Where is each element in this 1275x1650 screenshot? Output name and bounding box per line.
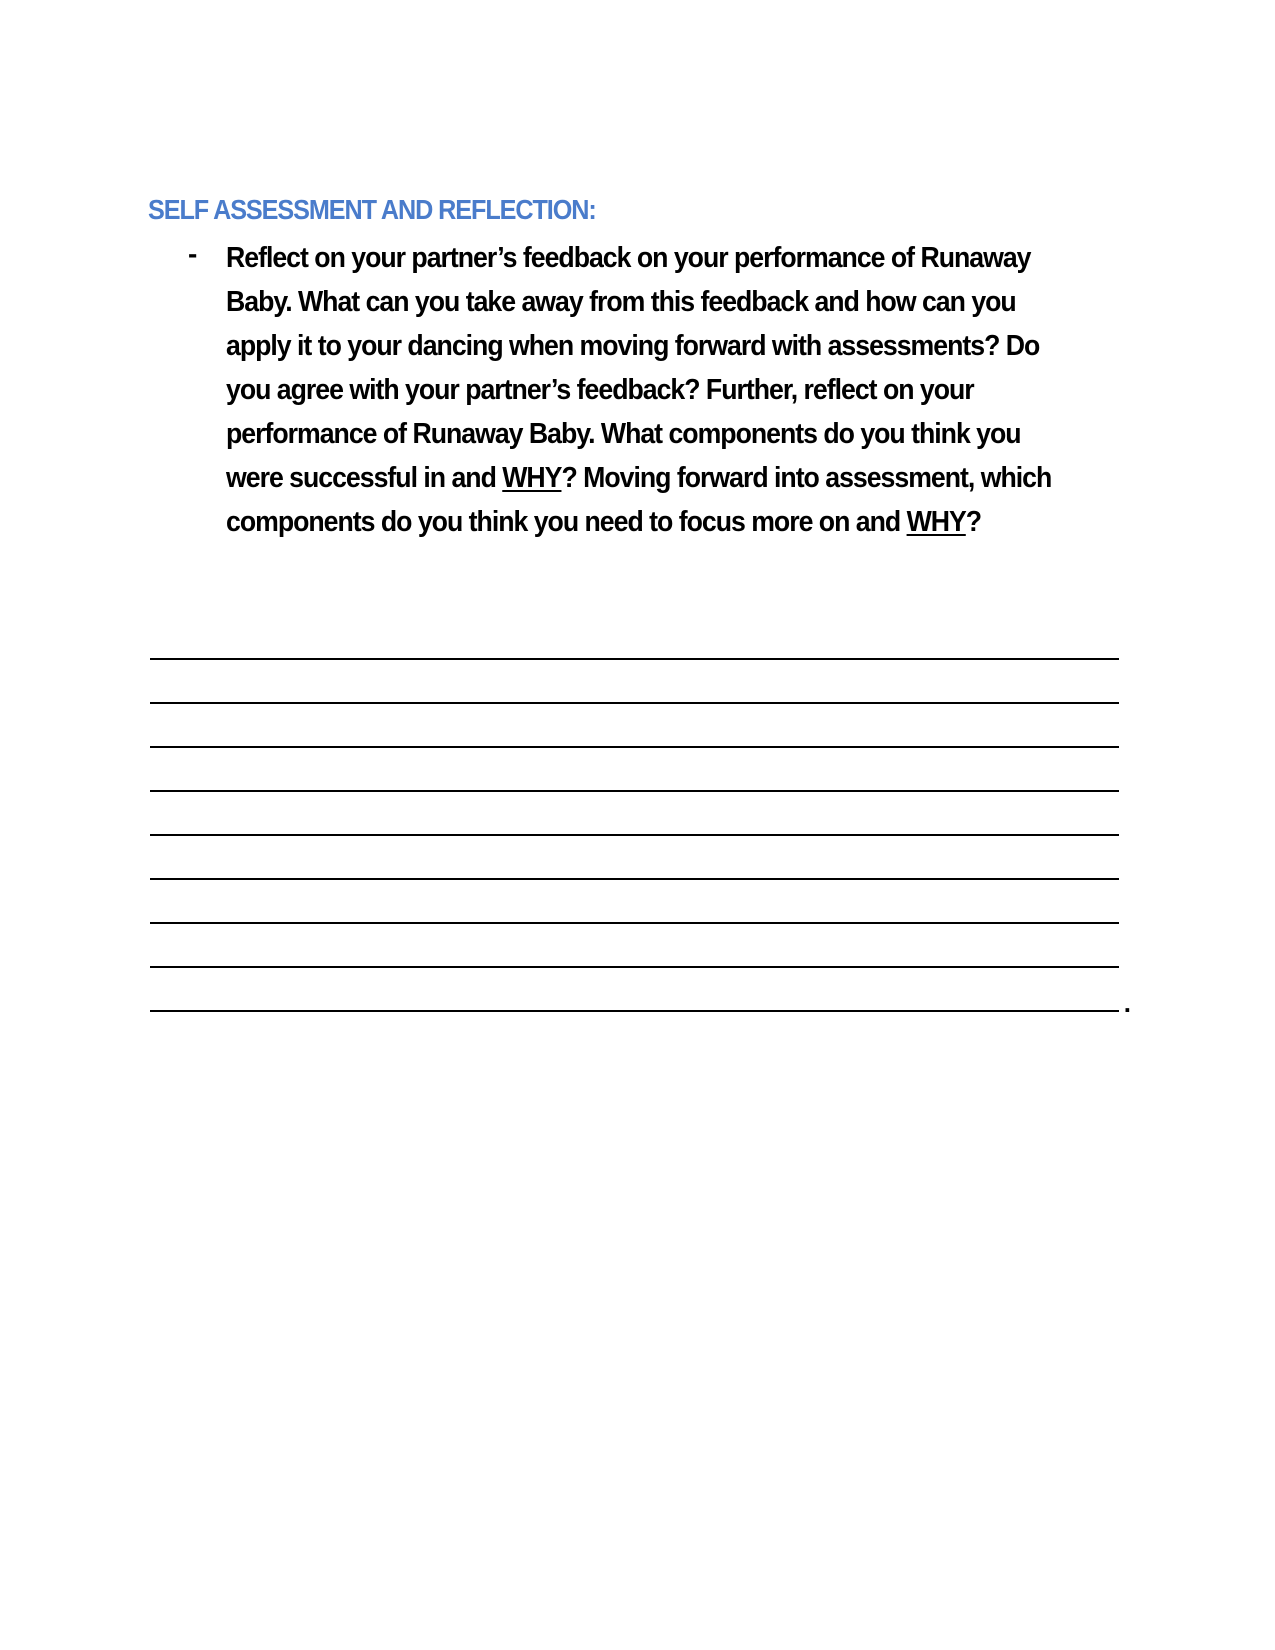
answer-line[interactable]	[150, 704, 1119, 748]
answer-line[interactable]	[150, 616, 1119, 660]
answer-area[interactable]	[150, 616, 1131, 1018]
answer-line[interactable]	[150, 660, 1119, 704]
prompt-line: Reflect on your partner’s feedback on your performance of Runaway	[226, 242, 1031, 274]
answer-line[interactable]	[150, 792, 1119, 836]
prompt-line: Baby. What can you take away from this feedback and how can you	[226, 286, 1016, 318]
answer-line[interactable]	[150, 748, 1119, 792]
answer-line[interactable]	[150, 836, 1119, 880]
prompt-text: ?	[965, 506, 982, 538]
bullet-marker: -	[188, 238, 198, 269]
emphasis-why: WHY	[906, 506, 966, 538]
prompt-line: you agree with your partner’s feedback? Further, reflect on your	[226, 374, 974, 406]
reflection-prompt	[226, 236, 1091, 544]
prompt-line: apply it to your dancing when moving forward with assessments? Do	[226, 330, 1040, 362]
answer-line[interactable]	[150, 924, 1119, 968]
prompt-line	[226, 500, 1091, 544]
section-heading: SELF ASSESSMENT AND REFLECTION:	[148, 194, 596, 225]
prompt-text: ? Moving forward into assessment, which	[561, 462, 1052, 494]
prompt-line: performance of Runaway Baby. What components do you think you	[226, 418, 1021, 450]
answer-line[interactable]	[150, 880, 1119, 924]
emphasis-why: WHY	[502, 462, 562, 494]
prompt-line	[226, 456, 1091, 500]
final-period: .	[1123, 988, 1131, 1018]
answer-line[interactable]	[150, 968, 1131, 1018]
prompt-text: components do you think you need to focus more on and	[226, 506, 907, 538]
prompt-text: were successful in and	[226, 462, 503, 494]
